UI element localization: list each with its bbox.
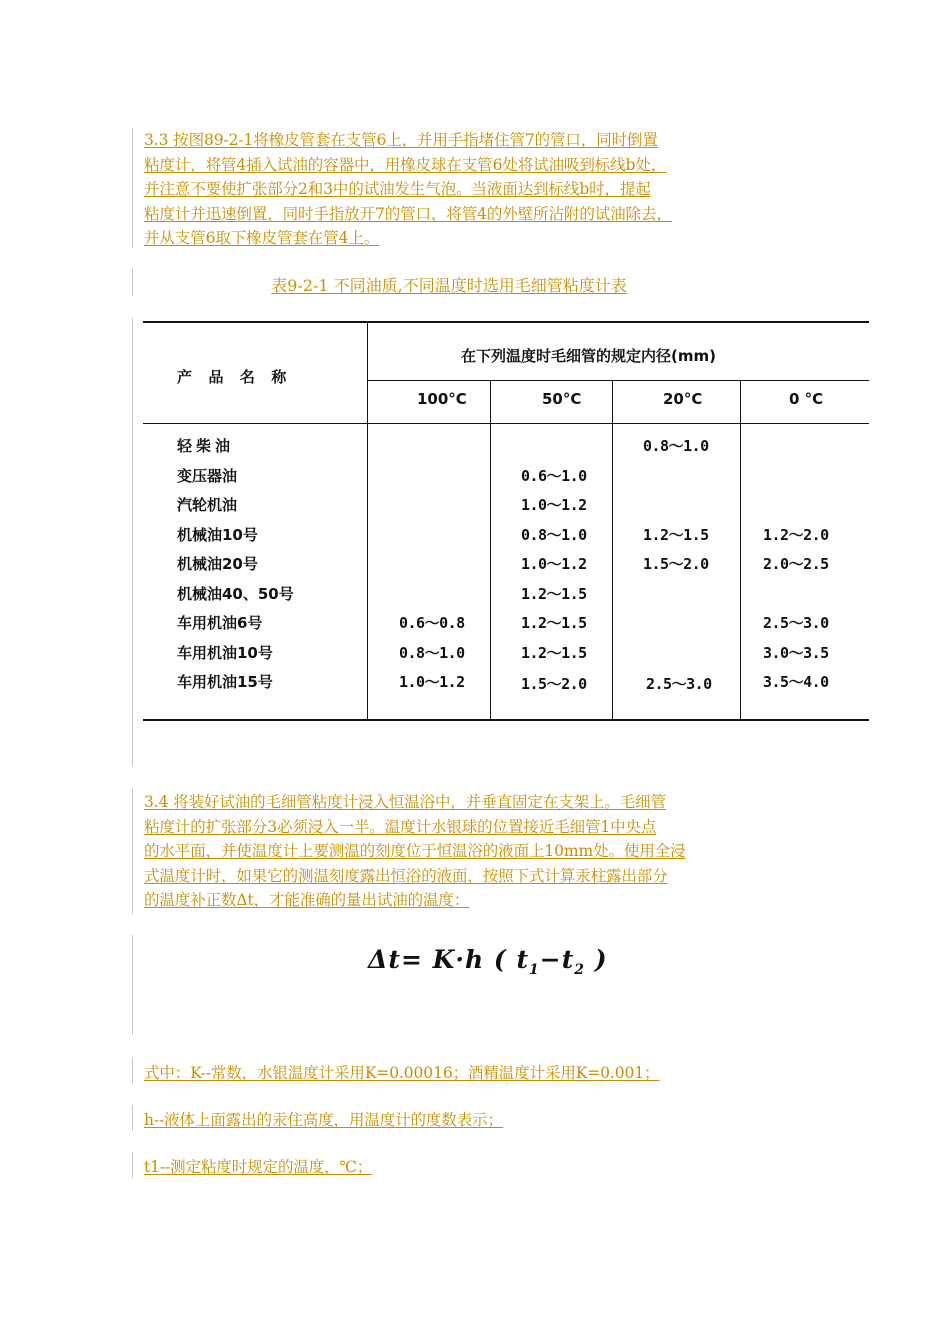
row-value-0: 3.0～3.5 [763,644,829,662]
text-line: 并从支管6取下橡皮管套在管4上。 [144,229,380,247]
header-temp-20: 20°C [663,390,703,408]
table-caption[interactable]: 表9-2-1 不同油质,不同温度时选用毛细管粘度计表 [271,276,627,295]
row-value-100: 0.6～0.8 [399,614,465,632]
row-value-0: 2.5～3.0 [763,614,829,632]
margin-bar [132,1152,133,1178]
text-line: 的温度补正数Δt，才能准确的量出试油的温度： [144,891,470,909]
row-value-20: 2.5～3.0 [646,675,712,693]
row-value-50: 1.5～2.0 [521,675,587,693]
formula-lhs: Δt [368,945,401,974]
row-value-0: 2.0～2.5 [763,555,829,573]
correction-formula [368,945,608,978]
text-line: 式温度计时，如果它的测温刻度露出恒浴的液面，按照下式计算汞柱露出部分 [144,866,668,885]
row-name: 车用机油6号 [177,614,263,632]
row-value-50: 1.0～1.2 [521,555,587,573]
viscometer-table [143,321,869,721]
text-line: 粘度计，将管4插入试油的容器中，用橡皮球在支管6处将试油吸到标线b处， [144,155,667,174]
definition-k[interactable]: 式中：K--常数，水银温度计采用K=0.00016；酒精温度计采用K=0.001； [144,1064,660,1082]
row-value-20: 1.2～1.5 [643,526,709,544]
header-product-name: 产 品 名 称 [177,368,289,386]
row-value-50: 1.2～1.5 [521,585,587,603]
text-line: 粘度计的扩张部分3必须浸入一半。温度计水银球的位置接近毛细管1中央点 [144,817,657,836]
table-divider [740,380,741,719]
text-line: 并注意不要使扩张部分2和3中的试油发生气泡。当液面达到标线b时，提起 [144,180,651,198]
row-value-50: 1.2～1.5 [521,644,587,662]
definition-t1[interactable]: t1--测定粘度时规定的温度，℃； [144,1158,373,1176]
formula-sub1: 1 [529,962,540,978]
header-diameter-group: 在下列温度时毛细管的规定内径(mm) [461,347,716,365]
margin-bar [132,788,133,914]
margin-bar [132,318,133,766]
margin-bar [132,128,133,248]
row-name: 机械油40、50号 [177,585,294,603]
header-temp-0: 0 °C [789,390,824,408]
row-name: 车用机油10号 [177,644,273,662]
row-value-0: 1.2～2.0 [763,526,829,544]
margin-bar [132,1105,133,1131]
formula-eq: = K·h ( [400,945,507,974]
row-name: 轻柴油 [177,437,235,455]
formula-t2: t [561,945,575,974]
row-value-100: 0.8～1.0 [399,644,465,662]
formula-t1: t [516,945,530,974]
text-line: 的水平面，并使温度计上要测温的刻度位于恒温浴的液面上10mm处。使用全浸 [144,842,686,860]
row-value-50: 1.0～1.2 [521,496,587,514]
row-value-20: 1.5～2.0 [643,555,709,573]
row-value-20: 0.8～1.0 [643,437,709,455]
margin-bar [132,1058,133,1084]
paragraph-3-4[interactable] [144,790,824,913]
table-divider [490,380,491,719]
row-value-50: 1.2～1.5 [521,614,587,632]
row-value-50: 0.6～1.0 [521,467,587,485]
row-value-100: 1.0～1.2 [399,673,465,691]
table-divider [612,380,613,719]
formula-minus: − [539,945,562,974]
header-temp-50: 50°C [542,390,582,408]
formula-close: ) [594,945,608,974]
row-name: 车用机油15号 [177,673,273,691]
definition-h[interactable]: h--液体上面露出的汞住高度，用温度计的度数表示； [144,1111,503,1129]
row-name: 汽轮机油 [177,496,238,514]
header-temp-100: 100°C [417,390,467,408]
text-line: 3.3 按图89-2-1将橡皮管套在支管6上，并用手指堵住管7的管口，同时倒置 [144,131,658,149]
formula-sub2: 2 [574,962,586,978]
table-divider [367,380,869,381]
text-line: 3.4 将装好试油的毛细管粘度计浸入恒温浴中，并垂直固定在支架上。毛细管 [144,793,666,811]
paragraph-3-3[interactable] [144,128,824,251]
row-name: 机械油10号 [177,526,258,544]
text-line: 粘度计并迅速倒置，同时手指放开7的管口，将管4的外壁所沾附的试油除去， [144,204,672,223]
row-name: 机械油20号 [177,555,258,573]
row-value-50: 0.8～1.0 [521,526,587,544]
row-name: 变压器油 [177,467,238,485]
table-divider [367,323,368,719]
row-value-0: 3.5～4.0 [763,673,829,691]
table-divider [143,423,869,424]
margin-bar [132,935,133,1035]
margin-bar [132,268,133,296]
